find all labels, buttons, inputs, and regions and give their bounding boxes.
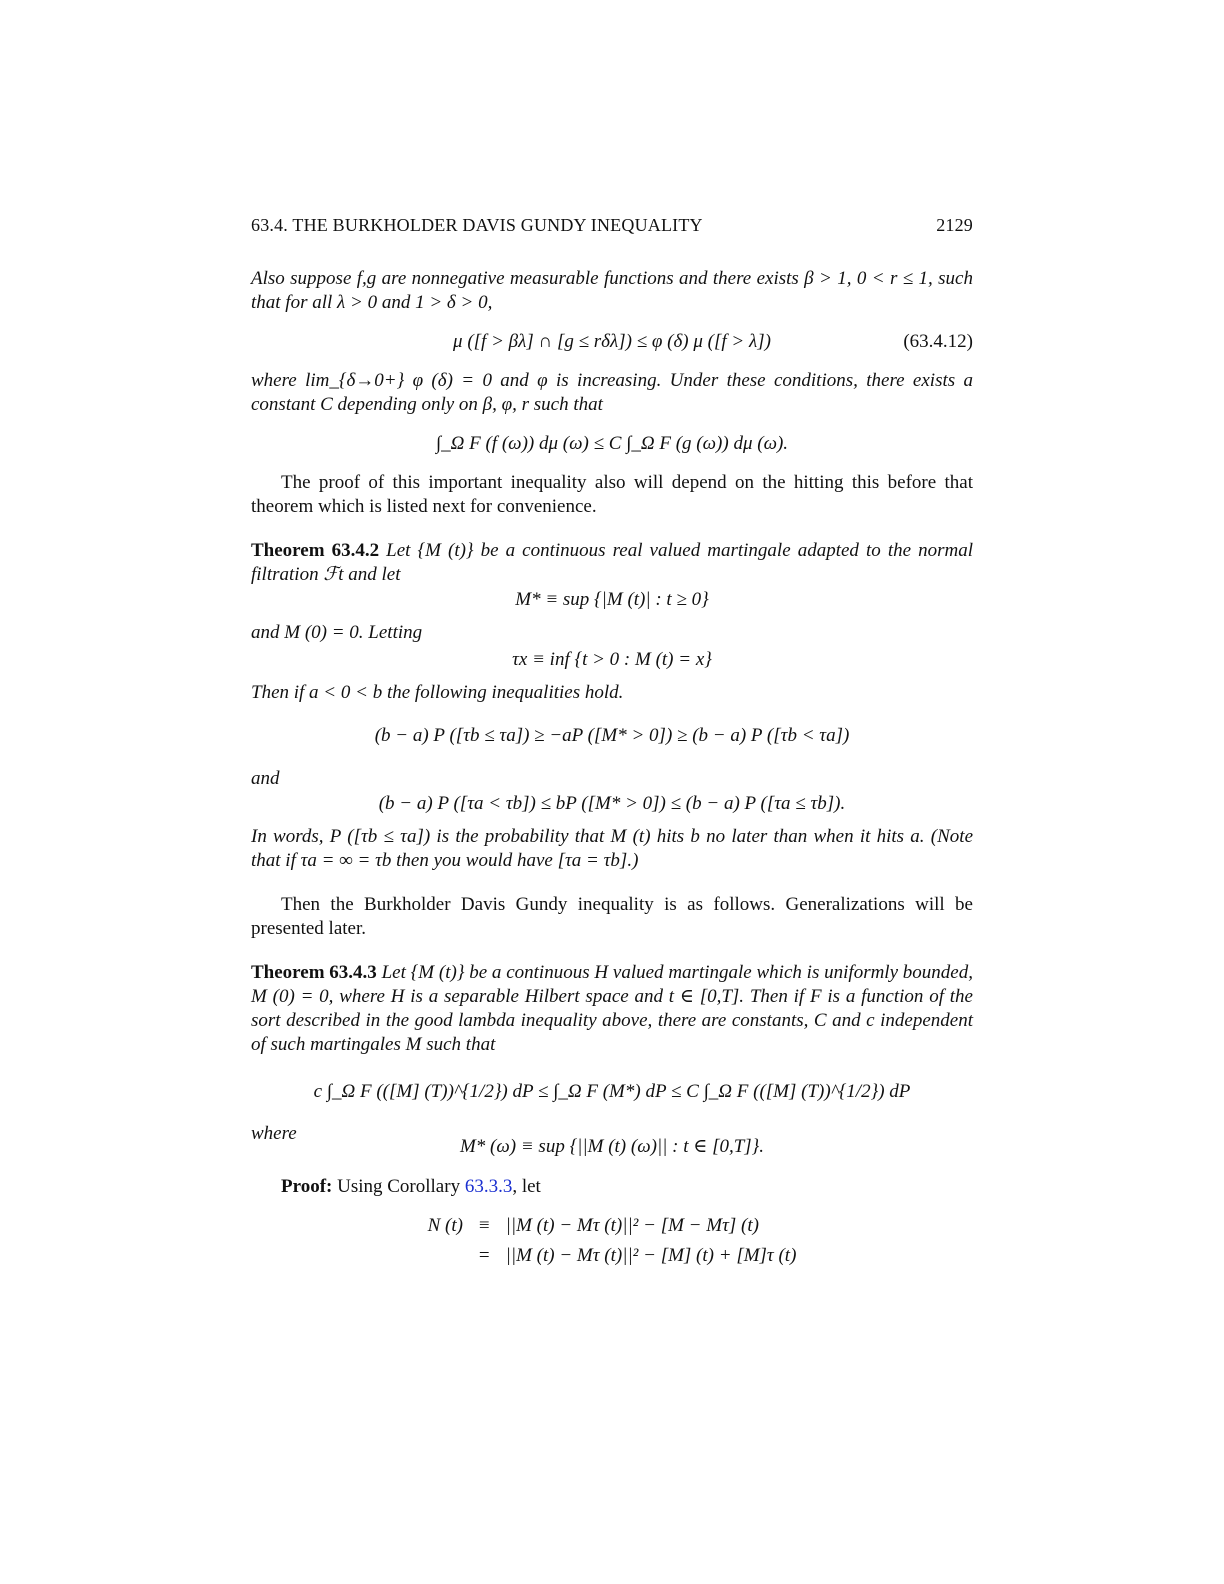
aligned-equations [420,1211,805,1271]
paragraph-bdg-intro: Then the Burkholder Davis Gundy inequality is as follows. Generalizations will be presented later. [251,894,973,939]
corollary-link[interactable]: 63.3.3 [464,1176,513,1197]
aligned-row [420,1241,805,1271]
relation: = [478,1245,490,1266]
theorem-text-then: Then if a < 0 < b the following inequalities hold. [251,682,624,703]
equation-number: (63.4.12) [903,331,973,352]
theorem-63-4-2 [251,539,973,587]
equation-sup-norm: M* (ω) ≡ sup {||M (t) (ω)|| : t ∈ [0,T]}. [459,1136,765,1157]
proof-label: Proof: [281,1176,333,1197]
theorem-label: Theorem 63.4.2 [251,540,380,561]
equation-max-function: M* ≡ sup {|M (t)| : t ≥ 0} [515,589,709,610]
equation-bdg: c ∫_Ω F (([M] (T))^{1/2}) dP ≤ ∫_Ω F (M*) dP ≤ C ∫_Ω F (([M] (T))^{1/2}) dP [313,1081,911,1102]
paragraph-conditions: where lim_{δ→0+} φ (δ) = 0 and φ is increasing. Under these conditions, there exists a constant C depending only on β, φ, r such that [251,370,973,415]
theorem-label: Theorem 63.4.3 [251,962,377,983]
lhs: N (t) [427,1215,463,1236]
page-number: 2129 [936,215,973,235]
equation-inequality-2: (b − a) P ([τa < τb]) ≤ bP ([M* > 0]) ≤ (b − a) P ([τa ≤ τb]). [378,793,846,814]
theorem-63-4-3 [251,961,973,1057]
theorem-text-and: and [251,768,280,789]
equation-hitting-time: τx ≡ inf {t > 0 : M (t) = x} [512,649,712,670]
rhs: ||M (t) − Mτ (t)||² − [M − Mτ] (t) [505,1215,759,1236]
equation-good-lambda [251,329,973,355]
paragraph-hypothesis: Also suppose f,g are nonnegative measurable functions and there exists β > 1, 0 < r ≤ 1, such that for all λ > 0 and 1 > δ > 0, [251,268,973,313]
aligned-row [420,1211,805,1241]
rhs: ||M (t) − Mτ (t)||² − [M] (t) + [M]τ (t) [505,1245,797,1266]
proof-text: Using Corollary [337,1176,461,1197]
running-header [251,215,973,236]
equation-body: μ ([f > βλ] ∩ [g ≤ rδλ]) ≤ φ (δ) μ ([f > λ]) [453,331,771,352]
page [251,215,973,1271]
where-label: where [251,1123,297,1144]
relation: ≡ [478,1215,490,1236]
theorem-text-letting: and M (0) = 0. Letting [251,622,423,643]
theorem-text: Let {M (t)} be a continuous real valued martingale adapted to the normal filtration ℱt and let [251,540,973,585]
where-line [251,1123,973,1157]
section-title: 63.4. THE BURKHOLDER DAVIS GUNDY INEQUALITY [251,215,703,235]
equation-integral-bound: ∫_Ω F (f (ω)) dμ (ω) ≤ C ∫_Ω F (g (ω)) dμ (ω). [435,433,789,454]
paragraph-proof-intro: The proof of this important inequality also will depend on the hitting this before that theorem which is listed next for convenience. [251,472,973,517]
proof-text-after: , let [512,1176,541,1197]
proof-start [251,1175,973,1199]
equation-inequality-1: (b − a) P ([τb ≤ τa]) ≥ −aP ([M* > 0]) ≥ (b − a) P ([τb < τa]) [374,725,850,746]
theorem-text: Let {M (t)} be a continuous H valued martingale which is uniformly bounded, M (0) = 0, where H is a separable Hilbert space and t ∈ [0,T]. Then if F is a function of the sort described in the good lambda inequality above, there are constants, C and c independent of such martingales M such that [251,962,973,1055]
theorem-text-words: In words, P ([τb ≤ τa]) is the probability that M (t) hits b no later than when it hits a. (Note that if τa = ∞ = τb then you would have [τa = τb].) [251,826,973,871]
